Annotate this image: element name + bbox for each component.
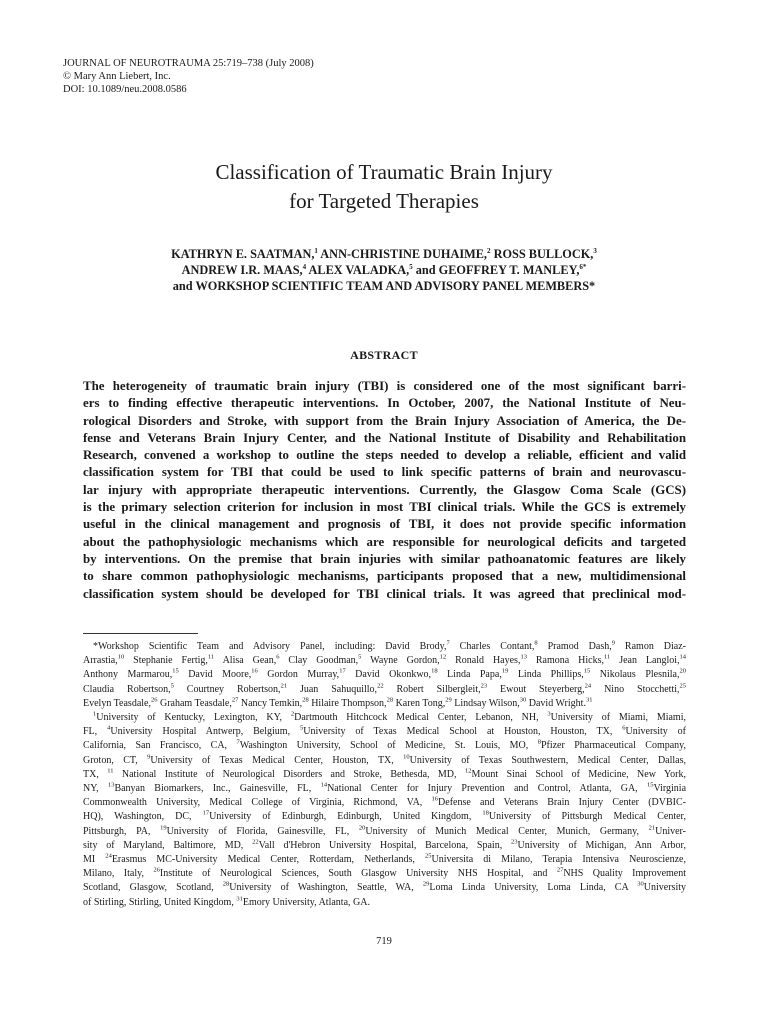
abstract-line: fense and Veterans Brain Injury Center, and the National Institute of Disability and Rehabilitation <box>83 430 686 445</box>
footnote-line: Milano, Italy, $^{26}$Institute of Neurological Sciences, South Glasgow University NHS Hospital, and $^{27}$NHS Quality Improvement <box>83 866 687 880</box>
article-title <box>0 158 768 216</box>
footnotes <box>83 640 686 910</box>
footnote-line: Groton, CT, $^9$University of Texas Medical Center, Houston, TX, $^{10}$University of Texas Southwestern, Medical Center, Dallas, <box>83 753 687 766</box>
abstract-line: classification system for TBI that could be used to link specific patterns of brain and neurovascu- <box>83 465 686 480</box>
abstract-line: to share common pathophysiologic mechanisms, participants proposed that a new, multidimensional <box>83 569 686 584</box>
author-line-1: KATHRYN E. SAATMAN,$^1$ ANN-CHRISTINE DUHAIME,$^2$ ROSS BULLOCK,$^3$ <box>171 246 597 261</box>
footnote-divider <box>83 633 198 634</box>
abstract-heading: ABSTRACT <box>350 348 418 362</box>
abstract-line: about the pathophysiologic mechanisms which are responsible for neurological deficits and targeted <box>83 534 686 549</box>
footnote-line: NY, $^{13}$Banyan Biomarkers, Inc., Gainesville, FL, $^{14}$National Center for Injury Prevention and Control, Atlanta, GA, $^{15}$Virginia <box>83 781 687 795</box>
abstract-line: ers to finding effective therapeutic interventions. In October, 2007, the National Institute of Neu- <box>83 396 686 411</box>
copyright-notice: © Mary Ann Liebert, Inc. <box>63 71 171 82</box>
author-line-3: and WORKSHOP SCIENTIFIC TEAM AND ADVISORY PANEL MEMBERS* <box>172 279 596 293</box>
abstract-line: useful in the clinical management and prognosis of TBI, it does not provide specific information <box>83 517 686 532</box>
footnote-line: Claudia Robertson,$^5$ Courtney Robertson,$^{21}$ Juan Sahuquillo,$^{22}$ Robert Silbergleit,$^{23}$ Ewout Steyerberg,$^{24}$ Nino Stocchetti,$^{25}$ <box>83 682 686 695</box>
journal-citation: JOURNAL OF NEUROTRAUMA 25:719–738 (July 2008) <box>63 58 314 69</box>
footnote-line: Scotland, Glasgow, Scotland, $^{28}$University of Washington, Seattle, WA, $^{29}$Loma Linda University, Loma Linda, CA $^{30}$University <box>83 881 686 894</box>
page-number: 719 <box>376 936 392 947</box>
footnote-line: MI $^{24}$Erasmus MC-University Medical Center, Rotterdam, Netherlands, $^{25}$Universita di Milano, Terapia Intensiva Neuroscienze, <box>83 852 686 866</box>
abstract-line: is the primary selection criterion for inclusion in most TBI clinical trials. While the GCS is extremely <box>83 500 686 515</box>
footnote-line: FL, $^4$University Hospital Antwerp, Belgium, $^5$University of Texas Medical School at Houston, Houston, TX, $^6$University of <box>83 724 686 738</box>
footnote-line: of Stirling, Stirling, United Kingdom, $^{31}$Emory University, Atlanta, GA. <box>83 895 370 908</box>
footnote-line: Evelyn Teasdale,$^{26}$ Graham Teasdale,$^{27}$ Nancy Temkin,$^{28}$ Hilaire Thompson,$^{28}$ Karen Tong,$^{29}$ Lindsay Wilson,$^{30}$ David Wright.$^{31}$ <box>83 696 593 709</box>
doi: DOI: 10.1089/neu.2008.0586 <box>63 84 187 95</box>
journal-header <box>63 57 314 96</box>
title-line-1: Classification of Traumatic Brain Injury <box>215 160 553 184</box>
abstract-body <box>83 378 686 603</box>
title-line-2: for Targeted Therapies <box>289 189 479 213</box>
abstract-line: classification system should be developed for TBI clinical trials. It was agreed that preclinical mod- <box>83 586 686 601</box>
abstract-line: rological Disorders and Stroke, with support from the Brain Injury Association of America, the De- <box>83 413 686 428</box>
footnote-line: HQ), Washington, DC, $^{17}$University of Edinburgh, Edinburgh, United Kingdom, $^{18}$University of Pittsburgh Medical Center, <box>83 810 686 823</box>
abstract-line: Research, convened a workshop to outline the steps needed to develop a reliable, efficient and valid <box>83 448 686 463</box>
abstract-line: The heterogeneity of traumatic brain injury (TBI) is considered one of the most significant barri- <box>83 379 686 393</box>
abstract-line: by interventions. On the premise that brain injuries with similar pathoanatomic features are likely <box>83 551 686 566</box>
abstract-line: lar injury with appropriate therapeutic interventions. Currently, the Glasgow Coma Scale (GCS) <box>83 482 686 497</box>
footnote-line: Pittsburgh, PA, $^{19}$University of Florida, Gainesville, FL, $^{20}$University of Munich Medical Center, Munich, Germany, $^{21}$Univer- <box>83 824 686 837</box>
author-line-2: ANDREW I.R. MAAS,$^4$ ALEX VALADKA,$^5$ and GEOFFREY T. MANLEY,$^{6*}$ <box>181 262 587 277</box>
footnote-line: California, San Francisco, CA, $^7$Washington University, School of Medicine, St. Louis, MO, $^8$Pfizer Pharmaceutical Company, <box>83 739 687 752</box>
footnote-line: Commonwealth University, Medical College of Virginia, Richmond, VA, $^{16}$Defense and Veterans Brain Injury Center (DVBIC- <box>83 795 686 809</box>
footnote-line: sity of Maryland, Baltimore, MD, $^{22}$Vall d'Hebron University Hospital, Barcelona, Spain, $^{23}$University of Michigan, Ann Arbor, <box>83 838 686 851</box>
footnote-line: $^1$University of Kentucky, Lexington, KY, $^2$Dartmouth Hitchcock Medical Center, Lebanon, NH, $^3$University of Miami, Miami, <box>93 710 686 724</box>
author-list <box>0 246 768 294</box>
footnote-line: TX, $^{11}$ National Institute of Neurological Disorders and Stroke, Bethesda, MD, $^{12}$Mount Sinai School of Medicine, New York, <box>83 767 686 780</box>
footnote-line: Arrastia,$^{10}$ Stephanie Fertig,$^{11}$ Alisa Gean,$^6$ Clay Goodman,$^5$ Wayne Gordon,$^{12}$ Ronald Hayes,$^{13}$ Ramona Hicks,$^{11}$ Jean Langloi,$^{14}$ <box>83 653 686 667</box>
footnote-line: Anthony Marmarou,$^{15}$ David Moore,$^{16}$ Gordon Murray,$^{17}$ David Okonkwo,$^{18}$ Linda Papa,$^{19}$ Linda Phillips,$^{15}$ Nikolaus Plesnila,$^{20}$ <box>83 668 686 681</box>
footnote-line: *Workshop Scientific Team and Advisory Panel, including: David Brody,$^7$ Charles Contant,$^8$ Pramod Dash,$^9$ Ramon Diaz- <box>93 639 686 652</box>
